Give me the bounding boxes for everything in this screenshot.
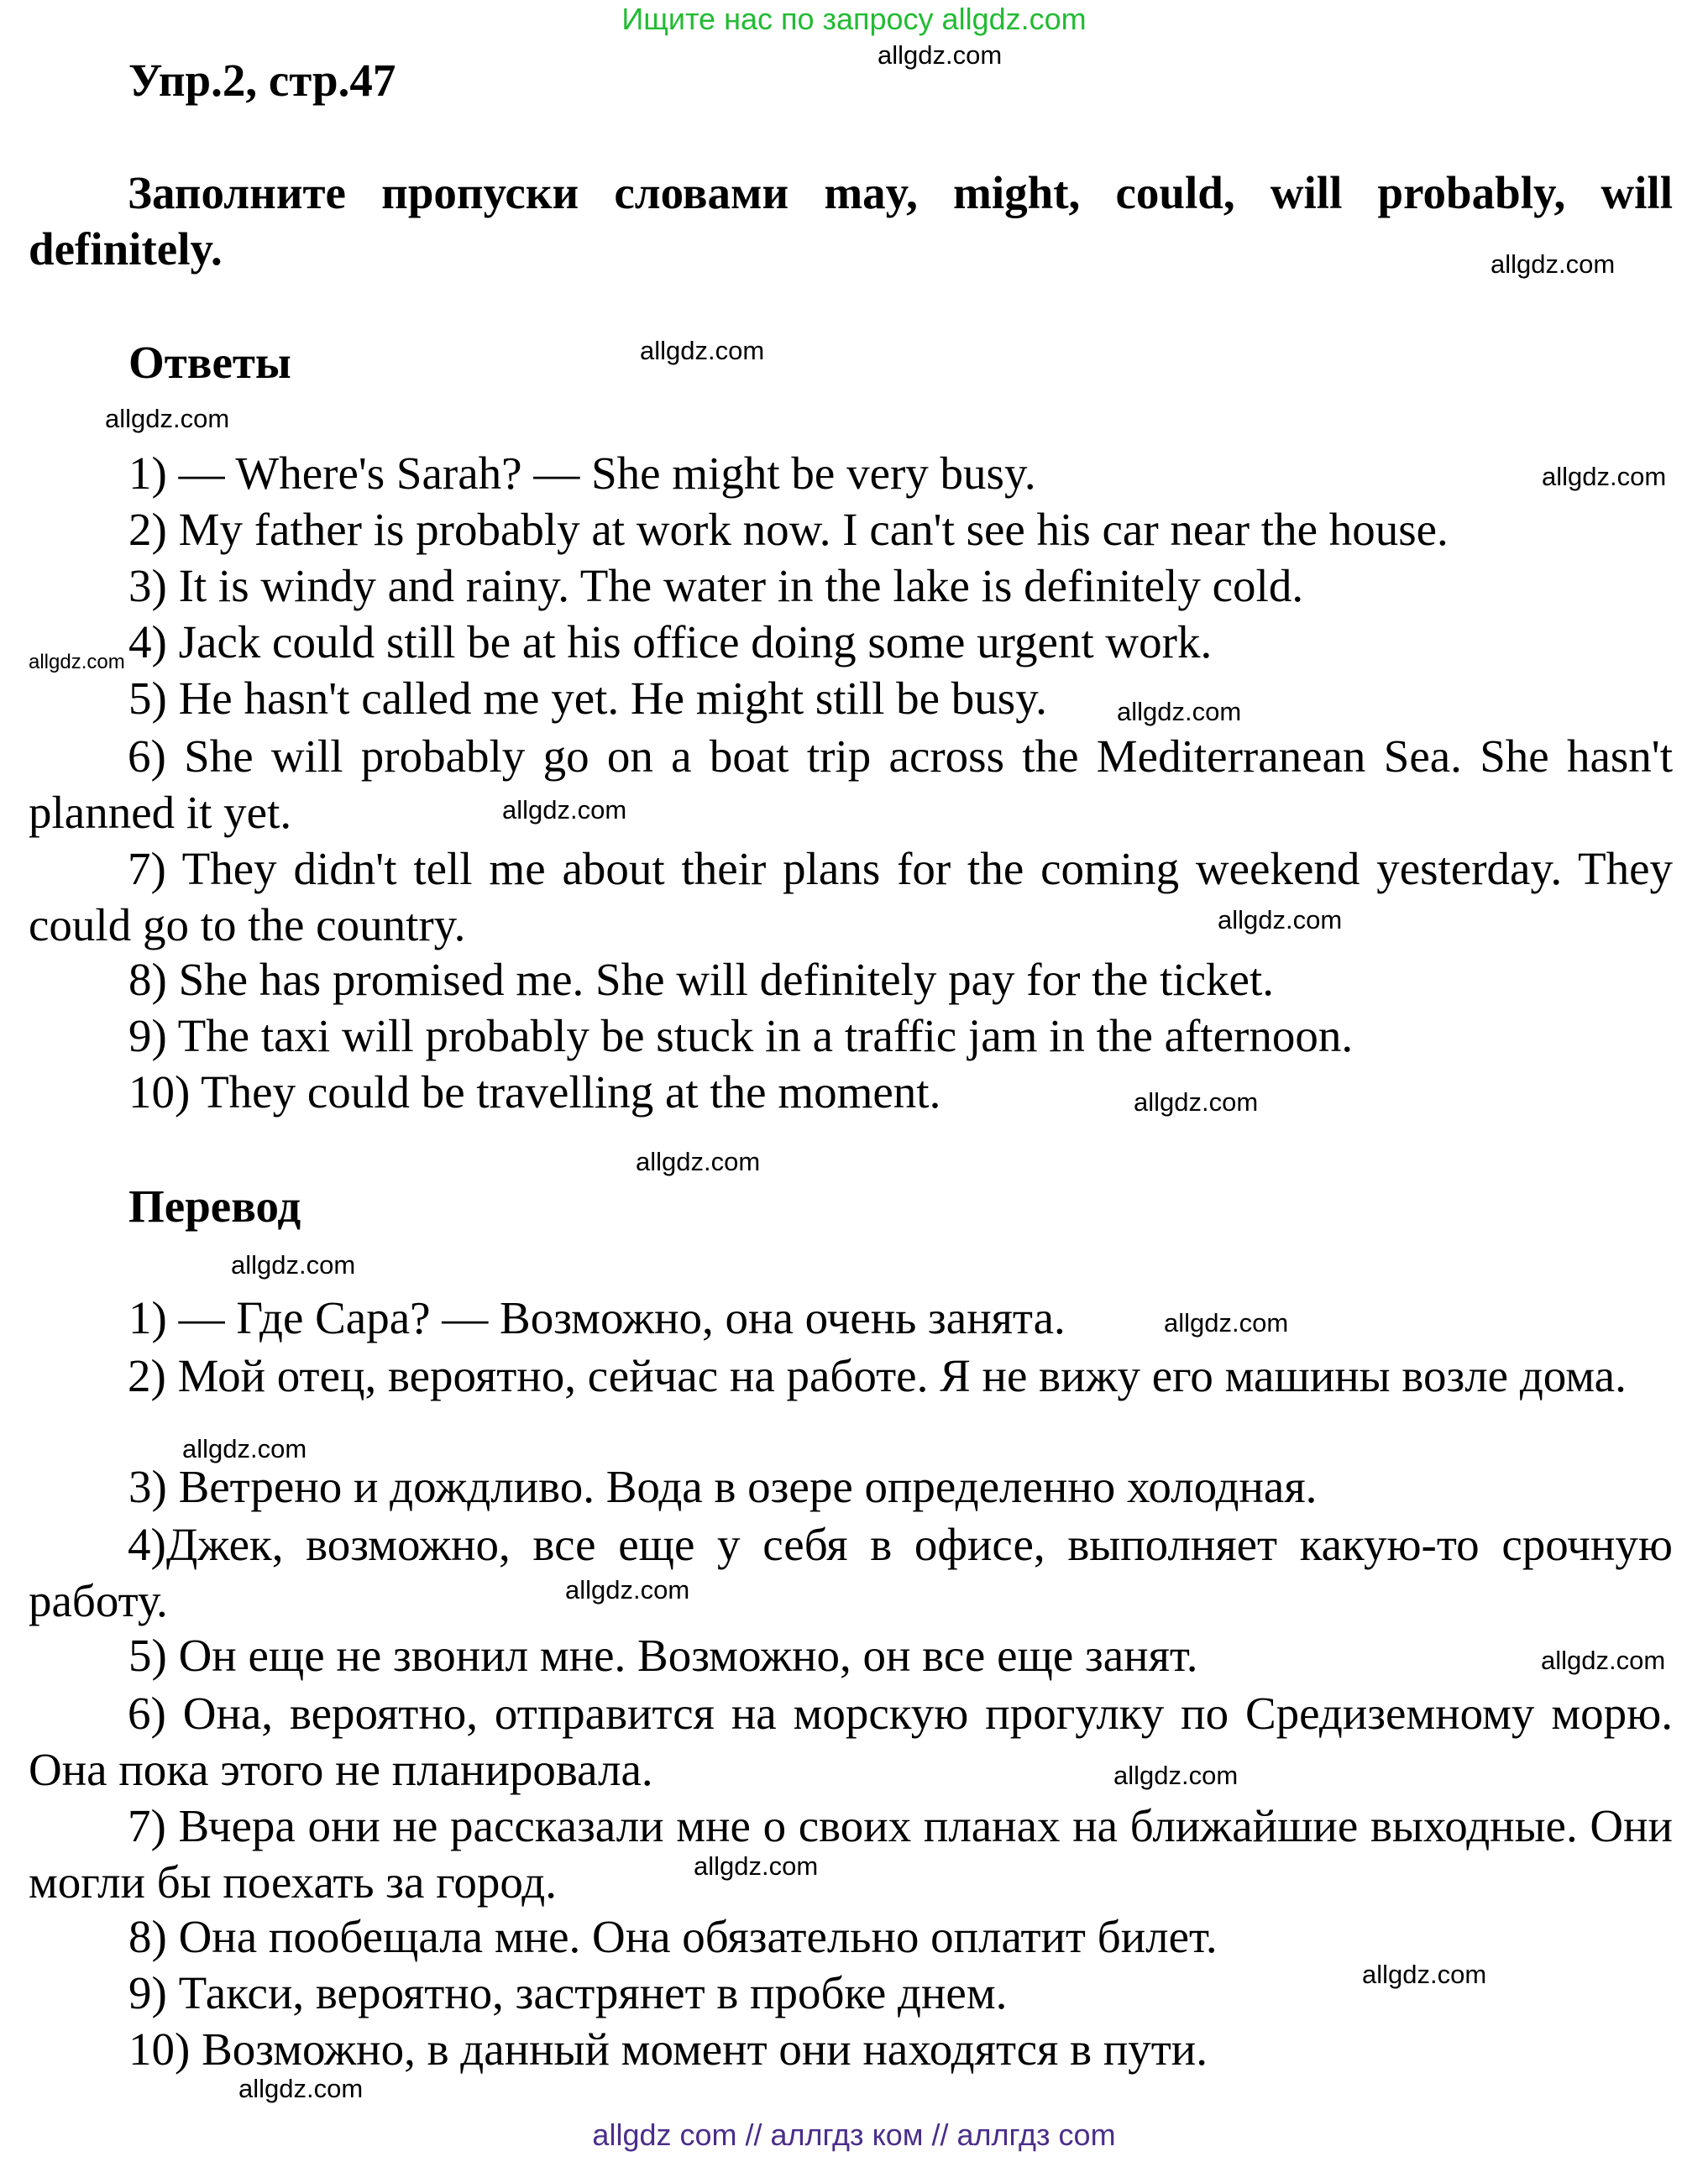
watermark: allgdz.com [1218, 905, 1343, 934]
answer-item: 8) She has promised me. She will definitely pay for the ticket. [128, 954, 1274, 1005]
answer-item: 9) The taxi will probably be stuck in a traffic jam in the afternoon. [128, 1010, 1354, 1061]
translation-item: 4)Джек, возможно, все еще у себя в офисе, выполняет какую-то срочную работу. [29, 1519, 1673, 1626]
top-banner: Ищите нас по запросу allgdz.com [621, 2, 1087, 36]
translation-item-block [29, 1685, 1673, 1798]
page-title: Упр.2, стр.47 [128, 55, 396, 106]
answer-item: 5) He hasn't called me yet. He might still be busy. [128, 673, 1047, 724]
watermark: allgdz.com [565, 1575, 690, 1604]
watermark: allgdz.com [502, 795, 627, 824]
answer-item-block [29, 840, 1673, 953]
watermark: allgdz.com [694, 1851, 819, 1881]
watermark: allgdz.com [878, 40, 1003, 70]
answers-heading: Ответы [128, 337, 291, 388]
translation-heading: Перевод [128, 1180, 301, 1232]
watermark: allgdz.com [1134, 1087, 1259, 1117]
watermark: allgdz.com [1117, 697, 1242, 726]
answer-item: 3) It is windy and rainy. The water in the lake is definitely cold. [128, 560, 1304, 611]
answer-item: 2) My father is probably at work now. I can't see his car near the house. [128, 504, 1449, 555]
task-text [29, 165, 1673, 277]
answer-item: 7) They didn't tell me about their plans for the coming weekend yesterday. They could go to the country. [29, 843, 1673, 950]
translation-item: 9) Такси, вероятно, застрянет в пробке днем. [128, 1967, 1008, 2018]
footer-links: allgdz com // аллгдз ком // аллгдз com [592, 2118, 1116, 2152]
watermark: allgdz.com [231, 1250, 356, 1280]
answer-item-block [29, 728, 1673, 840]
translation-item: 10) Возможно, в данный момент они находятся в пути. [128, 2023, 1208, 2075]
translation-item: 8) Она пообещала мне. Она обязательно оплатит билет. [128, 1911, 1218, 1962]
watermark: allgdz.com [29, 651, 125, 673]
watermark: allgdz.com [238, 2074, 364, 2103]
translation-item: 3) Ветрено и дождливо. Вода в озере определенно холодная. [128, 1461, 1318, 1512]
answer-item: 10) They could be travelling at the moment. [128, 1066, 941, 1118]
watermark: allgdz.com [1362, 1960, 1487, 1989]
answer-item: 6) She will probably go on a boat trip across the Mediterranean Sea. She hasn't planned it yet. [29, 730, 1673, 838]
watermark: allgdz.com [1542, 462, 1667, 491]
translation-item-block [29, 1798, 1673, 1910]
translation-item: 6) Она, вероятно, отправится на морскую прогулку по Средиземному морю. Она пока этого не планировала. [29, 1688, 1673, 1795]
watermark: allgdz.com [182, 1434, 307, 1463]
translation-item-block [29, 1348, 1673, 1404]
translation-item: 1) — Где Сара? — Возможно, она очень занята. [128, 1292, 1066, 1343]
watermark: allgdz.com [105, 404, 230, 433]
answer-item: 4) Jack could still be at his office doing some urgent work. [128, 616, 1213, 667]
answer-item: 1) — Where's Sarah? — She might be very busy. [128, 448, 1036, 499]
task-line: Заполните пропуски словами may, might, could, will probably, will definitely. [29, 167, 1673, 275]
translation-item: 7) Вчера они не рассказали мне о своих планах на ближайшие выходные. Они могли бы поехать за город. [29, 1800, 1673, 1908]
watermark: allgdz.com [636, 1147, 761, 1176]
watermark: allgdz.com [1491, 249, 1616, 279]
watermark: allgdz.com [1113, 1761, 1239, 1790]
translation-item-block [29, 1516, 1673, 1629]
translation-item: 5) Он еще не звонил мне. Возможно, он все еще занят. [128, 1630, 1198, 1681]
watermark: allgdz.com [1164, 1308, 1289, 1338]
watermark: allgdz.com [640, 336, 765, 365]
translation-item: 2) Мой отец, вероятно, сейчас на работе. Я не вижу его машины возле дома. [128, 1350, 1627, 1401]
watermark: allgdz.com [1541, 1646, 1666, 1675]
